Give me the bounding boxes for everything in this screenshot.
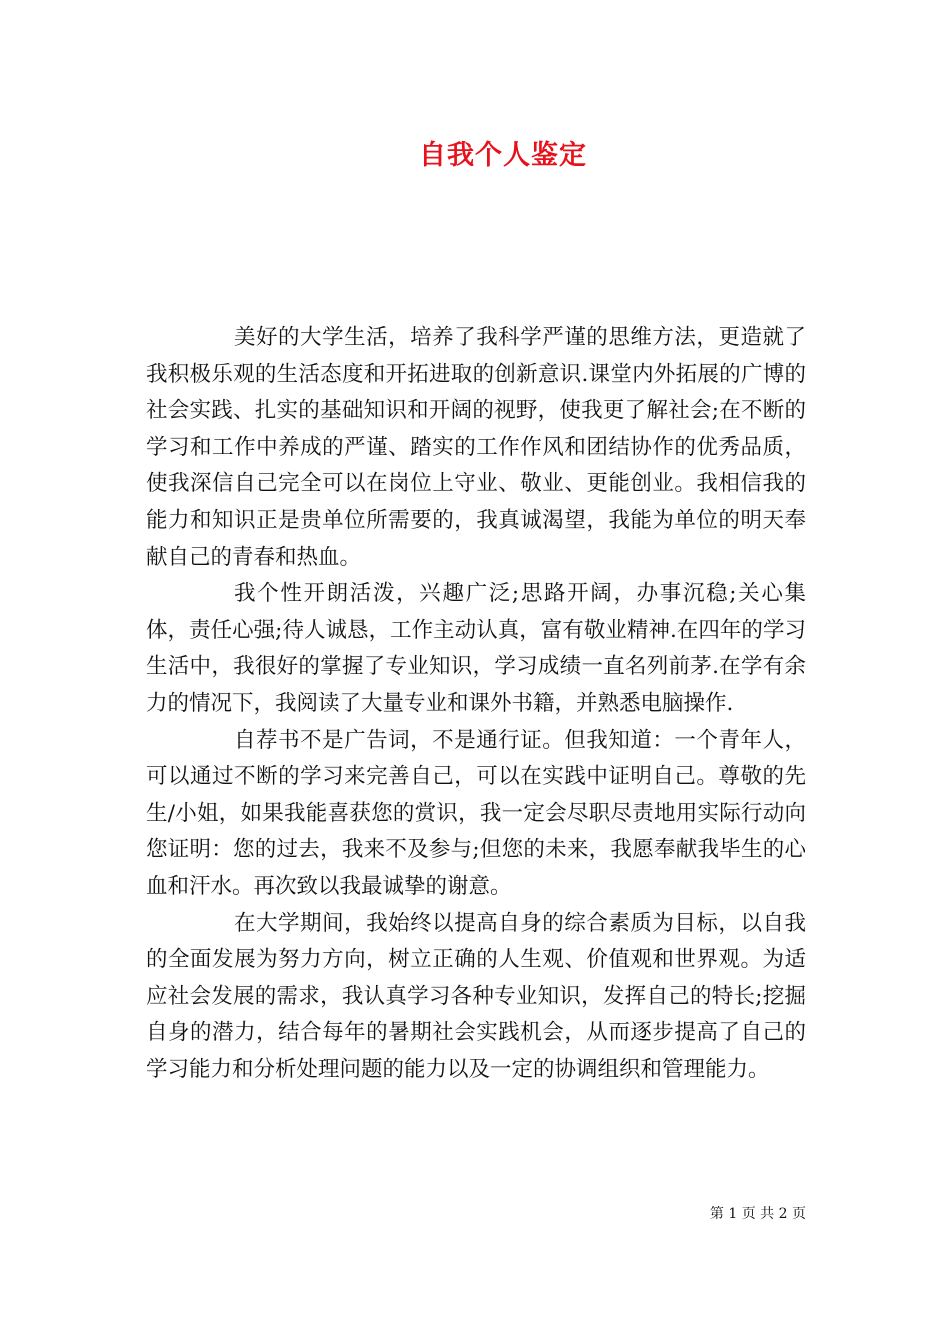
document-body — [146, 320, 806, 1088]
paragraph-4: 在大学期间，我始终以提高自身的综合素质为目标，以自我的全面发展为努力方向，树立正确的人生观、价值观和世界观。为适应社会发展的需求，我认真学习各种专业知识，发挥自己的特长;挖掘自身的潜力，结合每年的暑期社会实践机会，从而逐步提高了自己的学习能力和分析处理问题的能力以及一定的协调组织和管理能力。 — [146, 910, 806, 1082]
page-number-footer: 第 1 页 共 2 页 — [709, 1206, 806, 1222]
document-title: 自我个人鉴定 — [419, 140, 587, 171]
paragraph-1: 美好的大学生活，培养了我科学严谨的思维方法，更造就了我积极乐观的生活态度和开拓进取的创新意识.课堂内外拓展的广博的社会实践、扎实的基础知识和开阔的视野，使我更了解社会;在不断的学习和工作中养成的严谨、踏实的工作作风和团结协作的优秀品质，使我深信自己完全可以在岗位上守业、敬业、更能创业。我相信我的能力和知识正是贵单位所需要的，我真诚渴望，我能为单位的明天奉献自己的青春和热血。 — [146, 325, 806, 570]
paragraph-2: 我个性开朗活泼，兴趣广泛;思路开阔，办事沉稳;关心集体，责任心强;待人诚恳，工作主动认真，富有敬业精神.在四年的学习生活中，我很好的掌握了专业知识，学习成绩一直名列前茅.在学有余力的情况下，我阅读了大量专业和课外书籍，并熟悉电脑操作. — [146, 581, 806, 716]
paragraph-3: 自荐书不是广告词，不是通行证。但我知道：一个青年人，可以通过不断的学习来完善自己，可以在实践中证明自己。尊敬的先生/小姐，如果我能喜获您的赏识，我一定会尽职尽责地用实际行动向您证明：您的过去，我来不及参与;但您的未来，我愿奉献我毕生的心血和汗水。再次致以我最诚挚的谢意。 — [146, 727, 806, 899]
